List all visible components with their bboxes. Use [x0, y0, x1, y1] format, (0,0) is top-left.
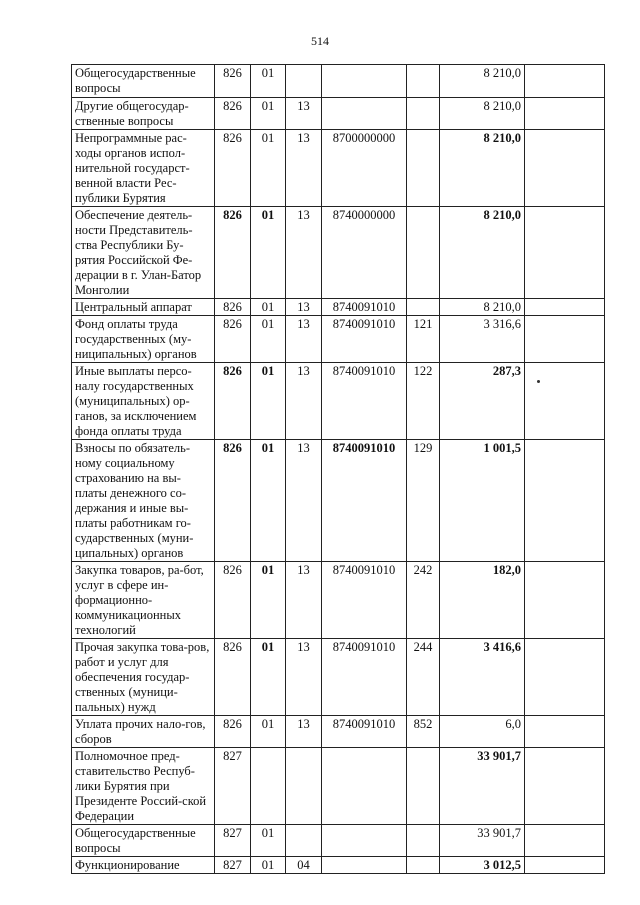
cell-expense-type-code [407, 825, 440, 857]
cell-empty [525, 65, 605, 98]
cell-section-code: 01 [251, 299, 286, 316]
table-row [72, 98, 605, 130]
cell-name: Центральный аппарат [72, 299, 215, 316]
cell-name: Фонд оплаты труда государственных (му-ниципальных) органов [72, 316, 215, 363]
cell-department-code: 826 [215, 130, 251, 207]
cell-subsection-code: 13 [286, 299, 322, 316]
cell-amount: 8 210,0 [440, 65, 525, 98]
cell-expense-type-code [407, 130, 440, 207]
cell-target-article-code: 8740091010 [322, 716, 407, 748]
cell-section-code: 01 [251, 639, 286, 716]
cell-target-article-code: 8740091010 [322, 316, 407, 363]
cell-department-code: 826 [215, 440, 251, 562]
cell-expense-type-code: 121 [407, 316, 440, 363]
cell-expense-type-code [407, 857, 440, 874]
page-number: 514 [311, 34, 329, 48]
cell-target-article-code [322, 825, 407, 857]
cell-target-article-code: 8740000000 [322, 207, 407, 299]
table-row [72, 299, 605, 316]
table-row [72, 716, 605, 748]
cell-target-article-code: 8740091010 [322, 562, 407, 639]
cell-section-code: 01 [251, 363, 286, 440]
cell-amount: 3 012,5 [440, 857, 525, 874]
cell-target-article-code: 8740091010 [322, 363, 407, 440]
cell-section-code: 01 [251, 440, 286, 562]
cell-target-article-code: 8740091010 [322, 299, 407, 316]
cell-section-code: 01 [251, 316, 286, 363]
cell-name: Непрограммные рас-ходы органов испол-нительной государст-венной власти Рес-публики Бурятия [72, 130, 215, 207]
cell-expense-type-code [407, 299, 440, 316]
table-row [72, 363, 605, 440]
cell-expense-type-code: 129 [407, 440, 440, 562]
cell-empty [525, 98, 605, 130]
cell-amount: 3 316,6 [440, 316, 525, 363]
cell-section-code: 01 [251, 65, 286, 98]
table-row [72, 130, 605, 207]
cell-amount: 8 210,0 [440, 98, 525, 130]
cell-empty [525, 825, 605, 857]
cell-amount: 1 001,5 [440, 440, 525, 562]
cell-section-code: 01 [251, 207, 286, 299]
cell-department-code: 826 [215, 316, 251, 363]
cell-department-code: 826 [215, 98, 251, 130]
cell-name: Закупка товаров, ра-бот, услуг в сфере ин-формационно-коммуникационных технологий [72, 562, 215, 639]
cell-empty [525, 716, 605, 748]
table-row [72, 65, 605, 98]
cell-name: Другие общегосудар-ственные вопросы [72, 98, 215, 130]
cell-department-code: 826 [215, 363, 251, 440]
cell-section-code: 01 [251, 130, 286, 207]
cell-name: Общегосударственные вопросы [72, 825, 215, 857]
cell-amount: 33 901,7 [440, 825, 525, 857]
cell-amount: 6,0 [440, 716, 525, 748]
cell-section-code: 01 [251, 98, 286, 130]
cell-expense-type-code [407, 98, 440, 130]
cell-target-article-code [322, 65, 407, 98]
cell-expense-type-code: 852 [407, 716, 440, 748]
cell-empty [525, 363, 605, 440]
cell-amount: 3 416,6 [440, 639, 525, 716]
cell-subsection-code: 04 [286, 857, 322, 874]
cell-empty [525, 857, 605, 874]
table-row [72, 316, 605, 363]
cell-expense-type-code [407, 65, 440, 98]
cell-empty [525, 299, 605, 316]
cell-subsection-code: 13 [286, 316, 322, 363]
cell-name: Общегосударственные вопросы [72, 65, 215, 98]
cell-empty [525, 207, 605, 299]
cell-amount: 8 210,0 [440, 130, 525, 207]
cell-subsection-code: 13 [286, 98, 322, 130]
cell-department-code: 826 [215, 299, 251, 316]
cell-expense-type-code: 244 [407, 639, 440, 716]
cell-empty [525, 639, 605, 716]
cell-empty [525, 562, 605, 639]
cell-name: Обеспечение деятель-ности Представитель-ства Республики Бу-рятия Российской Фе-дерации в г. Улан-Батор Монголии [72, 207, 215, 299]
cell-amount: 8 210,0 [440, 207, 525, 299]
cell-expense-type-code: 122 [407, 363, 440, 440]
cell-subsection-code: 13 [286, 562, 322, 639]
cell-name: Иные выплаты персо-налу государственных (муниципальных) ор-ганов, за исключением фонда оплаты труда [72, 363, 215, 440]
table-row [72, 639, 605, 716]
cell-name: Функционирование [72, 857, 215, 874]
cell-section-code [251, 748, 286, 825]
cell-section-code: 01 [251, 825, 286, 857]
cell-section-code: 01 [251, 562, 286, 639]
cell-subsection-code: 13 [286, 207, 322, 299]
cell-department-code: 827 [215, 825, 251, 857]
cell-amount: 8 210,0 [440, 299, 525, 316]
cell-expense-type-code: 242 [407, 562, 440, 639]
table-row [72, 207, 605, 299]
cell-name: Взносы по обязатель-ному социальному страхованию на вы-платы денежного со-держания и иные вы-платы работникам го-сударственных (муни-ципальных) органов [72, 440, 215, 562]
cell-department-code: 826 [215, 562, 251, 639]
cell-department-code: 826 [215, 207, 251, 299]
cell-target-article-code [322, 98, 407, 130]
table-row [72, 748, 605, 825]
cell-department-code: 826 [215, 639, 251, 716]
cell-section-code: 01 [251, 716, 286, 748]
cell-empty [525, 316, 605, 363]
cell-subsection-code [286, 748, 322, 825]
cell-target-article-code: 8740091010 [322, 440, 407, 562]
cell-expense-type-code [407, 748, 440, 825]
stray-mark [537, 380, 540, 383]
cell-name: Прочая закупка това-ров, работ и услуг для обеспечения государ-ственных (муници-пальных) нужд [72, 639, 215, 716]
cell-subsection-code [286, 65, 322, 98]
cell-name: Уплата прочих нало-гов, сборов [72, 716, 215, 748]
table-row [72, 857, 605, 874]
cell-amount: 287,3 [440, 363, 525, 440]
table-row [72, 562, 605, 639]
cell-expense-type-code [407, 207, 440, 299]
cell-department-code: 827 [215, 857, 251, 874]
budget-table [71, 64, 605, 874]
cell-subsection-code: 13 [286, 716, 322, 748]
cell-department-code: 827 [215, 748, 251, 825]
cell-target-article-code [322, 857, 407, 874]
cell-amount: 33 901,7 [440, 748, 525, 825]
cell-subsection-code: 13 [286, 440, 322, 562]
cell-subsection-code: 13 [286, 639, 322, 716]
cell-subsection-code: 13 [286, 130, 322, 207]
table-row [72, 825, 605, 857]
cell-name: Полномочное пред-ставительство Респуб-лики Бурятия при Президенте Россий-ской Федерации [72, 748, 215, 825]
cell-amount: 182,0 [440, 562, 525, 639]
cell-empty [525, 130, 605, 207]
cell-target-article-code: 8700000000 [322, 130, 407, 207]
cell-empty [525, 748, 605, 825]
cell-subsection-code [286, 825, 322, 857]
cell-department-code: 826 [215, 716, 251, 748]
cell-target-article-code [322, 748, 407, 825]
cell-empty [525, 440, 605, 562]
cell-target-article-code: 8740091010 [322, 639, 407, 716]
table-row [72, 440, 605, 562]
cell-subsection-code: 13 [286, 363, 322, 440]
cell-department-code: 826 [215, 65, 251, 98]
cell-section-code: 01 [251, 857, 286, 874]
